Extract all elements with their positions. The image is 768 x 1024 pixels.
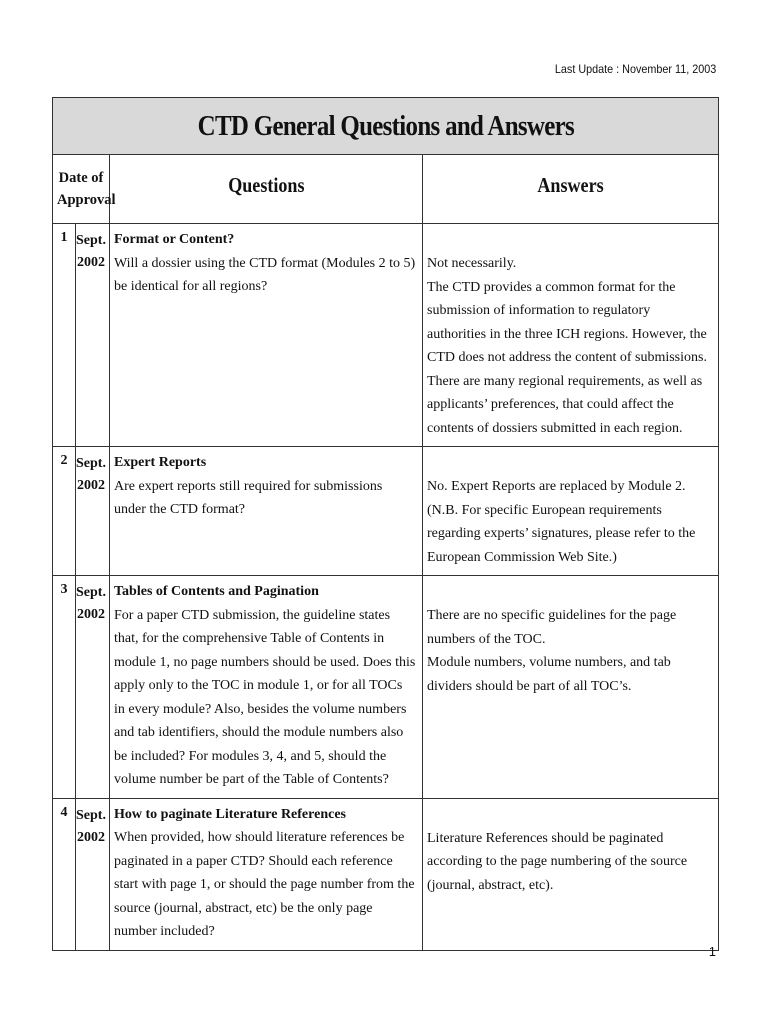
question-text: For a paper CTD submission, the guideline states that, for the comprehensive Table of Contents in module 1, no page numbers should be used. Does this apply only to the TOC in module 1, or for all TOCs in every module? Also, besides the volume numbers and tab identifiers, should the module numbers also be included? For modules 3, 4, and 5, should the volume number be part of the Table of Contents? (114, 607, 416, 787)
page-number: 1 (708, 944, 716, 959)
row-number: 2 (53, 447, 76, 576)
title-row (53, 98, 719, 155)
column-header-answers: Answers (423, 155, 719, 224)
question-title: Expert Reports (114, 455, 207, 470)
table-row (53, 224, 719, 447)
answer-text: No. Expert Reports are replaced by Module 2. (N.B. For specific European requirements regarding experts’ signatures, please refer to the European Commission Web Site.) (427, 479, 696, 565)
question-text: Are expert reports still required for submissions under the CTD format? (114, 478, 383, 517)
answer-text: There are no specific guidelines for the page numbers of the TOC. Module numbers, volume numbers, and tab dividers should be part of all TOC’s. (427, 608, 677, 694)
answer-cell (423, 224, 719, 447)
answer-cell (423, 576, 719, 799)
table-title: CTD General Questions and Answers (53, 98, 719, 155)
answer-text: Not necessarily. The CTD provides a common format for the submission of information to regulatory authorities in the three ICH regions. However, the CTD does not address the content of submissions. There are many regional requirements, as well as applicants’ preferences, that could affect the contents of dossiers submitted in each region. (427, 256, 707, 436)
question-text: Will a dossier using the CTD format (Modules 2 to 5) be identical for all regions? (114, 255, 416, 294)
table-row (53, 576, 719, 799)
column-header-questions: Questions (110, 155, 423, 224)
question-cell (110, 224, 423, 447)
row-number: 3 (53, 576, 76, 799)
column-header-date: Date of Approval (53, 155, 110, 224)
last-update-date: Last Update : November 11, 2003 (554, 62, 716, 76)
approval-date: Sept. 2002 (76, 798, 110, 950)
row-number: 4 (53, 798, 76, 950)
question-cell (110, 447, 423, 576)
question-title: Format or Content? (114, 232, 235, 247)
approval-date: Sept. 2002 (76, 576, 110, 799)
question-title: Tables of Contents and Pagination (114, 584, 319, 599)
table-row (53, 447, 719, 576)
table-row (53, 798, 719, 950)
header-row (53, 155, 719, 224)
qa-table (52, 97, 719, 951)
answer-cell (423, 798, 719, 950)
question-title: How to paginate Literature References (114, 806, 346, 822)
approval-date: Sept. 2002 (76, 224, 110, 447)
question-cell (110, 576, 423, 799)
row-number: 1 (53, 224, 76, 447)
answer-cell (423, 447, 719, 576)
approval-date: Sept. 2002 (76, 447, 110, 576)
answer-text: Literature References should be paginated according to the page numbering of the source (journal, abstract, etc). (427, 830, 688, 893)
question-text: When provided, how should literature references be paginated in a paper CTD? Should each reference start with page 1, or should the page number from the source (journal, abstract, etc) be the only page number included? (114, 830, 415, 939)
question-cell (110, 798, 423, 950)
